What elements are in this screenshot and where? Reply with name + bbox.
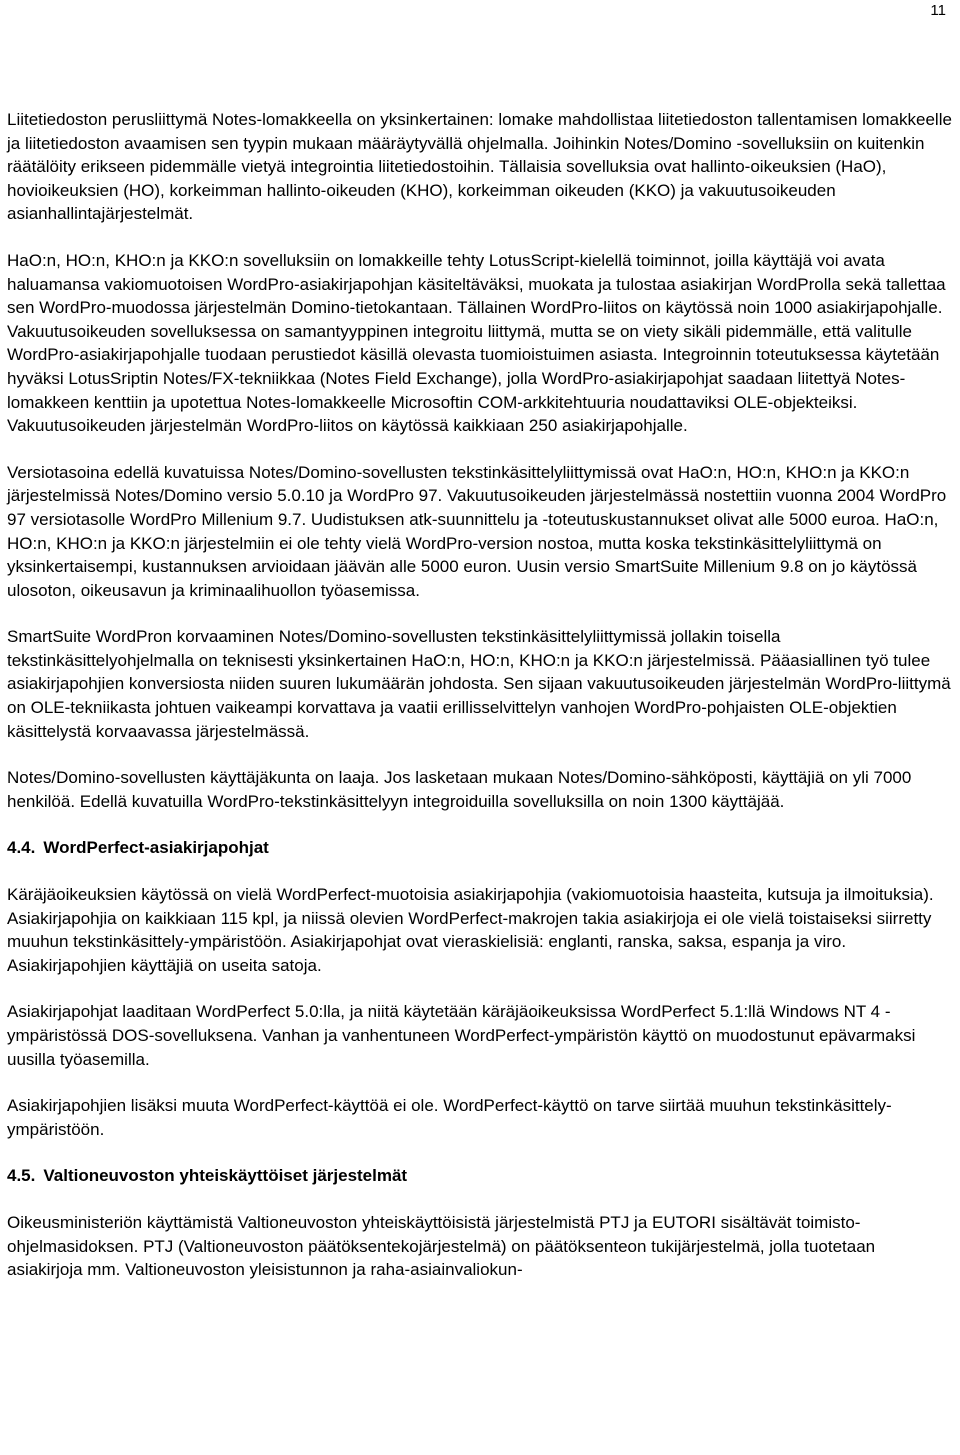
document-body — [7, 108, 953, 1282]
section-heading-4-4 — [7, 836, 953, 860]
section-title: Valtioneuvoston yhteiskäyttöiset järjestelmät — [43, 1166, 408, 1186]
section-number: 4.5. — [7, 1166, 36, 1186]
paragraph: Notes/Domino-sovellusten käyttäjäkunta on laaja. Jos lasketaan mukaan Notes/Domino-sähköposti, käyttäjiä on yli 7000 henkilöä. Edellä kuvatuilla WordPro-tekstinkäsittelyyn integroiduilla sovelluksilla on noin 1300 käyttäjää. — [7, 768, 912, 811]
paragraph: Versiotasoina edellä kuvatuissa Notes/Domino-sovellusten tekstinkäsittelyliittymissä ovat HaO:n, HO:n, KHO:n ja KKO:n järjestelmissä Notes/Domino versio 5.0.10 ja WordPro 97. Vakuutusoikeuden järjestelmässä nostettiin vuonna 2004 WordPro 97 versiotasolle WordPro Millenium 9.7. Uudistuksen atk-suunnittelu ja -toteutuskustannukset olivat alle 5000 euroa. HaO:n, HO:n, KHO:n ja KKO:n järjestelmiin ei ole tehty vielä WordPro-version nostoa, mutta koska tekstinkäsittelyliittymä on yksinkertaisempi, kustannuksen arvioidaan jäävän alle 5000 euron. Uusin versio SmartSuite Millenium 9.8 on jo käytössä ulosoton, oikeusavun ja kriminaalihuollon työasemissa. — [7, 462, 947, 600]
paragraph: Oikeusministeriön käyttämistä Valtioneuvoston yhteiskäyttöisistä järjestelmistä PTJ ja EUTORI sisältävät toimisto-ohjelmasidoksen. PTJ (Valtioneuvoston päätöksentekojärjestelmä) on päätöksenteon tukijärjestelmä, jolla tuotetaan asiakirjoja mm. Valtioneuvoston yleisistunnon ja raha-asiainvaliokun- — [7, 1212, 876, 1280]
paragraph: Käräjäoikeuksien käytössä on vielä WordPerfect-muotoisia asiakirjapohjia (vakiomuotoisia haasteita, kutsuja ja ilmoituksia). Asiakirjapohjia on kaikkiaan 115 kpl, ja niissä olevien WordPerfect-makrojen takia asiakirjoja ei ole vielä toistaiseksi siirretty muuhun tekstinkäsittely-ympäristöön. Asiakirjapohjat ovat vieraskielisiä: englanti, ranska, saksa, espanja ja viro. Asiakirjapohjien käyttäjiä on useita satoja. — [7, 885, 934, 975]
paragraph: HaO:n, HO:n, KHO:n ja KKO:n sovelluksiin on lomakkeille tehty LotusScript-kielellä toiminnot, joilla käyttäjä voi avata haluamansa vakiomuotoisen WordPro-asiakirjapohjan käsiteltäväksi, muokata ja tulostaa asiakirjan WordProlla sekä tallettaa sen WordPro-muodossa järjestelmän Domino-tietokantaan. Tällainen WordPro-liitos on käytössä noin 1000 asiakirjapohjalle. Vakuutusoikeuden sovelluksessa on samantyyppinen integroitu liittymä, mutta se on viety sikäli pidemmälle, että valitulle WordPro-asiakirjapohjalle tuodaan perustiedot käsillä olevasta tuomioistuimen asiasta. Integroinnin toteutuksessa käytetään hyväksi LotusSriptin Notes/FX-tekniikkaa (Notes Field Exchange), jolla WordPro-asiakirjapohjat saadaan liitettyä Notes-lomakkeen kenttiin ja upotettua Notes-lomakkeelle Microsoftin COM-arkkitehtuuria noudattaviksi OLE-objekteiksi. Vakuutusoikeuden järjestelmän WordPro-liitos on käytössä kaikkiaan 250 asiakirjapohjalle. — [7, 250, 946, 436]
section-number: 4.4. — [7, 838, 36, 858]
paragraph: Liitetiedoston perusliittymä Notes-lomakkeella on yksinkertainen: lomake mahdollistaa liitetiedoston tallentamisen lomakkeelle ja liitetiedoston avaamisen sen tyypin mukaan määräytyvällä ohjelmalla. Joihinkin Notes/Domino -sovelluksiin on kuitenkin räätälöity erikseen pidemmälle vietyä integrointia liitetiedostoihin. Tällaisia sovelluksia ovat hallinto-oikeuksien (HaO), hovioikeuksien (HO), korkeimman hallinto-oikeuden (KHO), korkeimman oikeuden (KKO) ja vakuutusoikeuden asianhallintajärjestelmät. — [7, 110, 952, 224]
paragraph: Asiakirjapohjien lisäksi muuta WordPerfect-käyttöä ei ole. WordPerfect-käyttö on tarve siirtää muuhun tekstinkäsittely-ympäristöön. — [7, 1096, 892, 1139]
section-heading-4-5 — [7, 1164, 953, 1188]
paragraph: Asiakirjapohjat laaditaan WordPerfect 5.0:lla, ja niitä käytetään käräjäoikeuksissa WordPerfect 5.1:llä Windows NT 4 -ympäristössä DOS-sovelluksena. Vanhan ja vanhentuneen WordPerfect-ympäristön käyttö on muodostunut epävarmaksi uusilla työasemilla. — [7, 1002, 916, 1069]
section-title: WordPerfect-asiakirjapohjat — [43, 838, 269, 858]
paragraph: SmartSuite WordPron korvaaminen Notes/Domino-sovellusten tekstinkäsittelyliittymissä jollakin toisella tekstinkäsittelyohjelmalla on teknisesti yksinkertainen HaO:n, HO:n, KHO:n ja KKO:n järjestelmissä. Pääasiallinen työ tulee asiakirjapohjien konversiosta niiden suuren lukumäärän johdosta. Sen sijaan vakuutusoikeuden järjestelmän WordPro-liittymä on OLE-tekniikasta johtuen vaikeampi korvattava ja vaatii erillisselvittelyn vanhojen WordPro-pohjaisten OLE-objektien käsittelystä korvaavassa järjestelmässä. — [7, 627, 951, 741]
page-number: 11 — [930, 2, 946, 19]
